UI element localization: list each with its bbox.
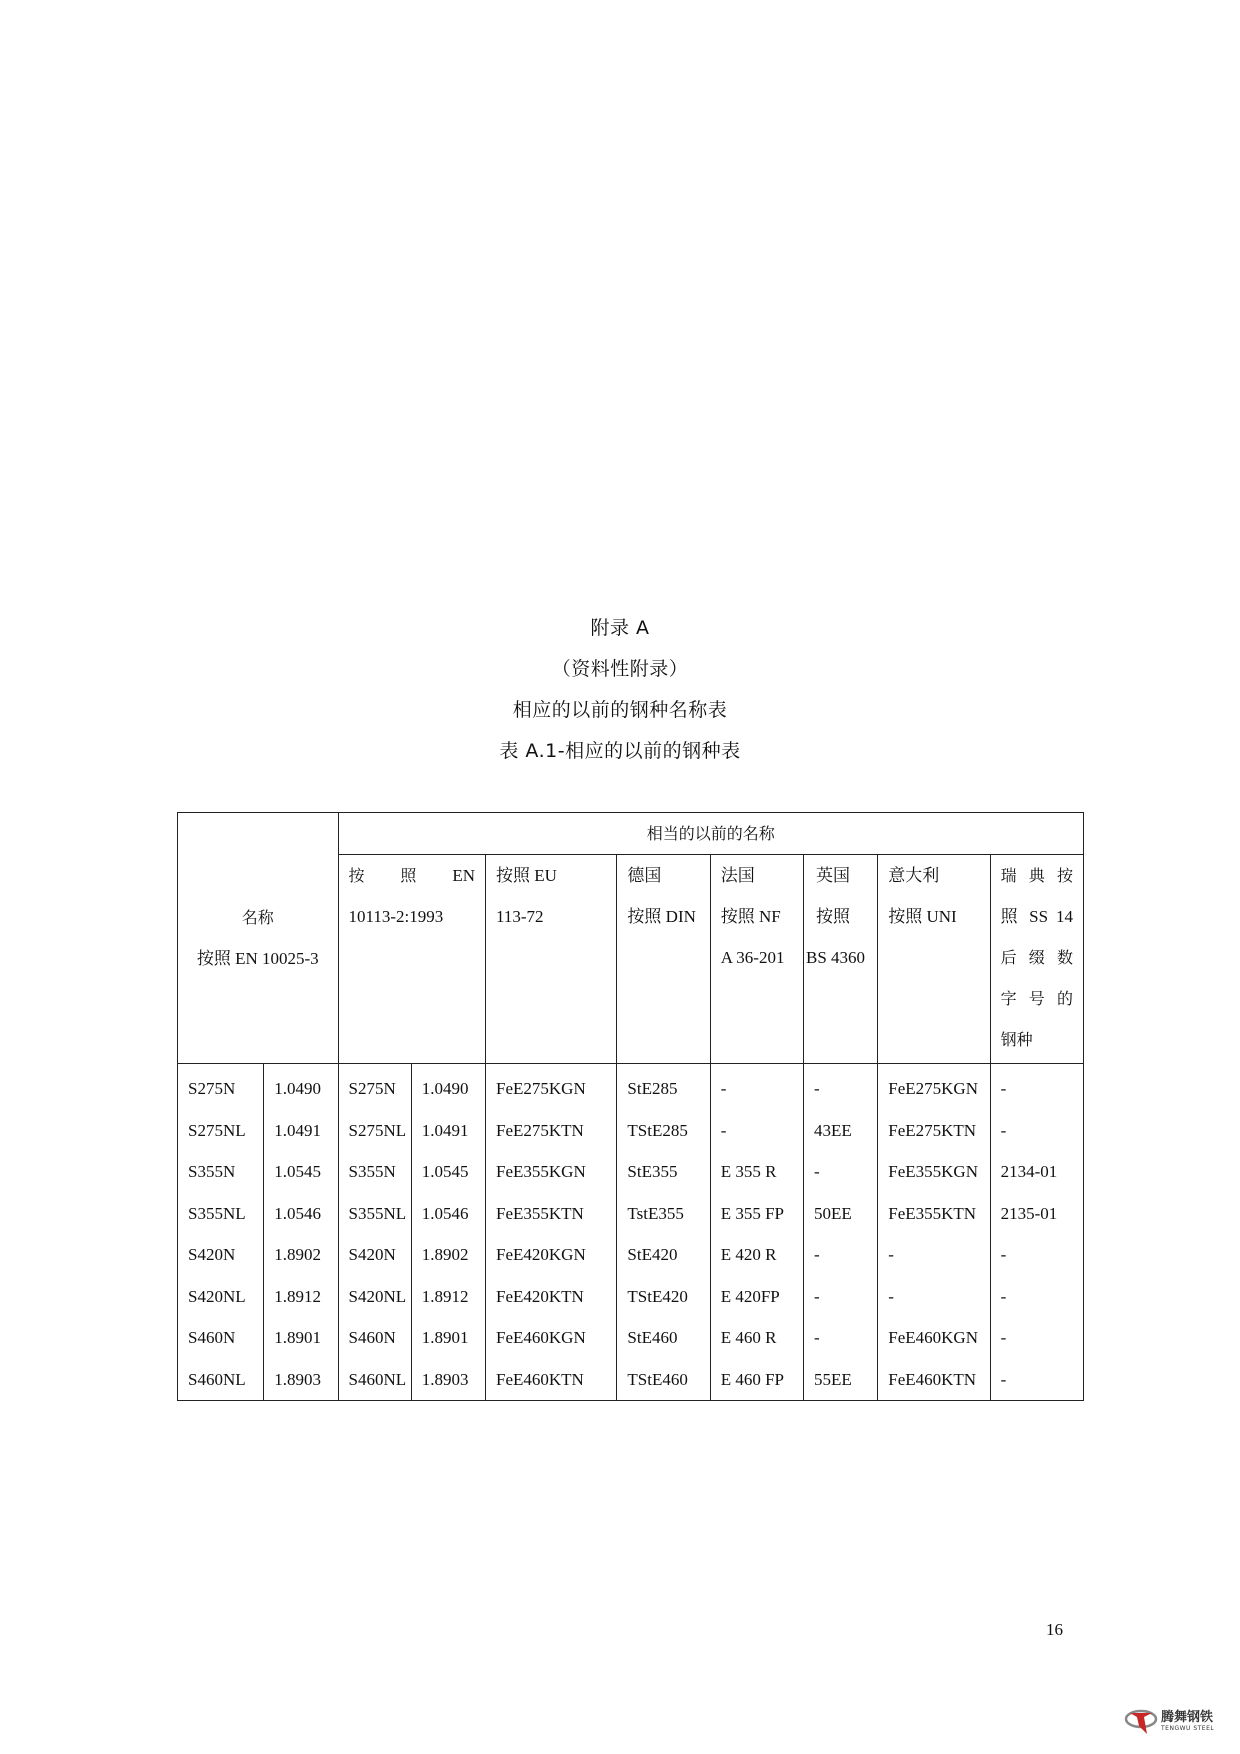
table-cell: FeE460KGN	[878, 1317, 990, 1359]
table-cell: FeE420KGN	[486, 1234, 617, 1276]
table-cell: TstE355	[617, 1193, 710, 1235]
table-cell: -	[878, 1276, 990, 1318]
col-header-se	[990, 855, 1083, 1064]
col-header-en10113	[338, 855, 485, 1064]
table-cell: -	[804, 1276, 878, 1318]
table-cell: 1.0545	[411, 1151, 485, 1193]
table-cell: S275NL	[338, 1110, 411, 1152]
table-cell: -	[710, 1064, 803, 1110]
table-cell: S275NL	[178, 1110, 264, 1152]
table-cell: FeE275KGN	[878, 1064, 990, 1110]
table-cell: FeE355KTN	[486, 1193, 617, 1235]
table-cell: 1.8903	[411, 1359, 485, 1401]
table-cell: S420N	[178, 1234, 264, 1276]
col-header-uk-line2: 按照	[816, 907, 851, 926]
table-cell: TStE285	[617, 1110, 710, 1152]
table-cell: 55EE	[804, 1359, 878, 1401]
table-cell: FeE355KGN	[486, 1151, 617, 1193]
table-cell: 1.0545	[264, 1151, 338, 1193]
table-cell: FeE275KTN	[486, 1110, 617, 1152]
appendix-headings	[0, 608, 1240, 772]
table-cell: -	[990, 1359, 1083, 1401]
table-cell: -	[804, 1064, 878, 1110]
col-header-se-line2: 照 SS 14	[1000, 907, 1073, 926]
table-row	[178, 1359, 1084, 1401]
table-cell: E 355 FP	[710, 1193, 803, 1235]
table-cell: -	[878, 1234, 990, 1276]
col-header-it	[878, 855, 990, 1064]
col-header-en-line2: 10113-2:1993	[348, 907, 444, 926]
table-row	[178, 1276, 1084, 1318]
col-header-se-line1: 瑞 典 按	[1000, 866, 1073, 885]
table-cell: 2134-01	[990, 1151, 1083, 1193]
col-header-fr-line3: A 36-201	[720, 948, 785, 967]
page-number: 16	[1046, 1620, 1063, 1639]
name-header	[178, 813, 339, 1064]
logo-text-en: TENGWU STEEL	[1161, 1725, 1215, 1732]
table-cell: -	[804, 1234, 878, 1276]
table-cell: 50EE	[804, 1193, 878, 1235]
table-cell: S275N	[338, 1064, 411, 1110]
table-cell: TStE460	[617, 1359, 710, 1401]
col-header-de	[617, 855, 710, 1064]
table-cell: StE420	[617, 1234, 710, 1276]
table-cell: S355N	[338, 1151, 411, 1193]
table-cell: 1.8901	[264, 1317, 338, 1359]
col-header-fr-line2: 按照 NF	[720, 907, 781, 926]
col-header-se-line4: 字 号 的	[1000, 989, 1073, 1008]
table-cell: S420NL	[338, 1276, 411, 1318]
table-row	[178, 1110, 1084, 1152]
group-header: 相当的以前的名称	[338, 813, 1083, 855]
col-header-se-line3: 后 缀 数	[1000, 948, 1073, 967]
table-cell: 1.0491	[264, 1110, 338, 1152]
table-cell: E 460 FP	[710, 1359, 803, 1401]
table-row	[178, 1064, 1084, 1110]
appendix-title: 相应的以前的钢种名称表	[512, 699, 728, 721]
table-cell: FeE460KGN	[486, 1317, 617, 1359]
col-header-de-line1: 德国	[627, 866, 662, 885]
company-logo	[1124, 1700, 1236, 1742]
table-cell: S420N	[338, 1234, 411, 1276]
col-header-uk-line1: 英国	[816, 866, 851, 885]
table-cell: -	[804, 1151, 878, 1193]
table-cell: -	[990, 1110, 1083, 1152]
table-caption: 表 A.1-相应的以前的钢种表	[499, 740, 741, 762]
table-cell: E 355 R	[710, 1151, 803, 1193]
table-cell: E 420FP	[710, 1276, 803, 1318]
col-header-fr	[710, 855, 803, 1064]
col-header-uk	[804, 855, 878, 1064]
table-cell: 43EE	[804, 1110, 878, 1152]
name-header-standard: 按照 EN 10025-3	[196, 949, 319, 968]
col-header-fr-line1: 法国	[720, 866, 755, 885]
table-cell: 1.8901	[411, 1317, 485, 1359]
table-cell: 1.0546	[411, 1193, 485, 1235]
table-body	[178, 1064, 1084, 1401]
table-cell: -	[804, 1317, 878, 1359]
table-cell: 1.8902	[411, 1234, 485, 1276]
table-cell: StE460	[617, 1317, 710, 1359]
table-cell: S355N	[178, 1151, 264, 1193]
col-header-en-c: EN	[452, 866, 475, 885]
table-cell: 1.8903	[264, 1359, 338, 1401]
table-cell: FeE420KTN	[486, 1276, 617, 1318]
table-cell: -	[990, 1317, 1083, 1359]
table-cell: -	[710, 1110, 803, 1152]
table-cell: S460NL	[178, 1359, 264, 1401]
table-row	[178, 1234, 1084, 1276]
table-cell: FeE355KTN	[878, 1193, 990, 1235]
steel-grade-table	[177, 812, 1084, 1401]
logo-mark-icon	[1124, 1704, 1158, 1738]
appendix-label: 附录 A	[590, 617, 650, 639]
col-header-en-a: 按	[348, 866, 365, 885]
table-row	[178, 1193, 1084, 1235]
table-cell: S460NL	[338, 1359, 411, 1401]
col-header-de-line2: 按照 DIN	[627, 907, 696, 926]
table-cell: 1.8912	[264, 1276, 338, 1318]
table-cell: -	[990, 1276, 1083, 1318]
table-cell: FeE275KGN	[486, 1064, 617, 1110]
col-header-eu	[486, 855, 617, 1064]
table-cell: 1.0546	[264, 1193, 338, 1235]
table-cell: S355NL	[338, 1193, 411, 1235]
table-cell: FeE460KTN	[878, 1359, 990, 1401]
col-header-eu-line1: 按照 EU	[496, 866, 557, 885]
col-header-en-b: 照	[400, 866, 417, 885]
table-cell: 1.0490	[264, 1064, 338, 1110]
col-header-it-line1: 意大利	[888, 866, 940, 885]
logo-text-cn: 腾舞钢铁	[1161, 1710, 1214, 1725]
table-row	[178, 1151, 1084, 1193]
col-header-eu-line2: 113-72	[496, 907, 544, 926]
table-cell: 2135-01	[990, 1193, 1083, 1235]
table-cell: FeE275KTN	[878, 1110, 990, 1152]
table-cell: StE355	[617, 1151, 710, 1193]
table-cell: FeE460KTN	[486, 1359, 617, 1401]
table-row	[178, 1317, 1084, 1359]
table-cell: 1.0490	[411, 1064, 485, 1110]
table-cell: S355NL	[178, 1193, 264, 1235]
informative-label: （资料性附录）	[551, 658, 689, 680]
table-cell: E 460 R	[710, 1317, 803, 1359]
table-cell: S275N	[178, 1064, 264, 1110]
table-cell: StE285	[617, 1064, 710, 1110]
col-header-uk-line3: BS 4360	[806, 948, 866, 967]
table-cell: 1.8902	[264, 1234, 338, 1276]
table-cell: TStE420	[617, 1276, 710, 1318]
table-cell: -	[990, 1064, 1083, 1110]
table-cell: E 420 R	[710, 1234, 803, 1276]
table-cell: -	[990, 1234, 1083, 1276]
col-header-se-line5: 钢种	[1000, 1030, 1033, 1049]
col-header-it-line2: 按照 UNI	[888, 907, 957, 926]
table-cell: FeE355KGN	[878, 1151, 990, 1193]
table-cell: 1.0491	[411, 1110, 485, 1152]
table-cell: 1.8912	[411, 1276, 485, 1318]
table-cell: S460N	[178, 1317, 264, 1359]
name-header-label: 名称	[241, 908, 274, 927]
table-cell: S420NL	[178, 1276, 264, 1318]
table-cell: S460N	[338, 1317, 411, 1359]
